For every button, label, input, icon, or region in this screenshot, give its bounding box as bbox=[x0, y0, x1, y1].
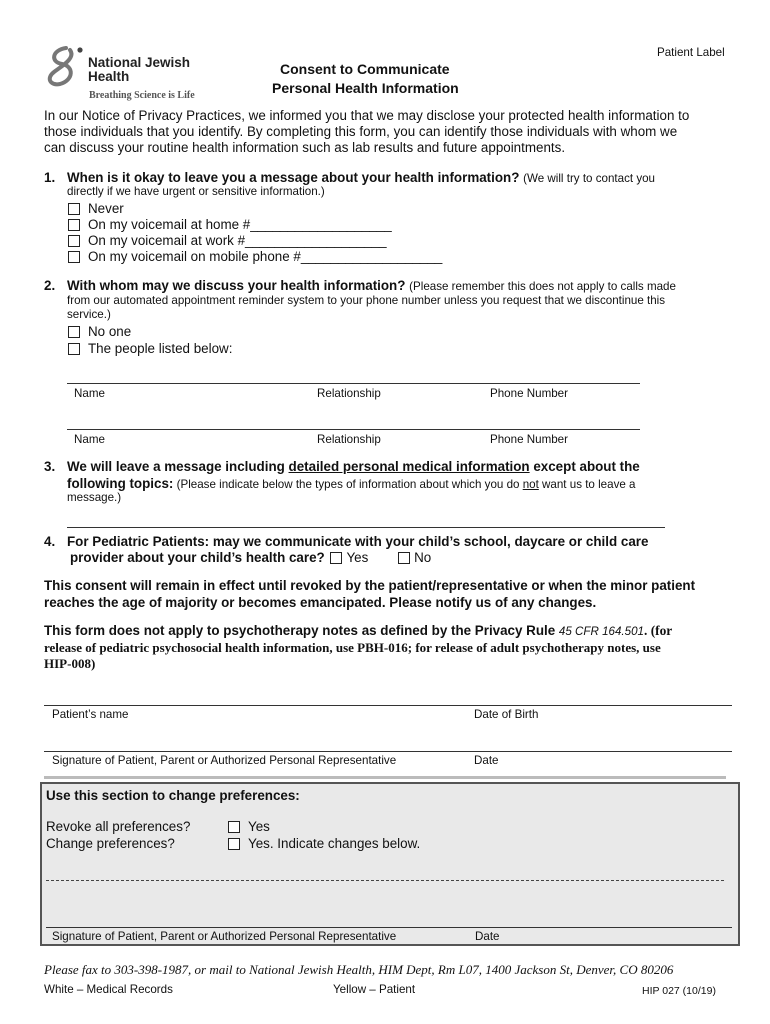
psych-line1 bbox=[44, 623, 672, 639]
form-title-line1: Consent to Communicate bbox=[280, 61, 450, 77]
section-divider bbox=[44, 776, 726, 779]
q1-option-home[interactable] bbox=[68, 217, 392, 233]
q2-question-line bbox=[67, 278, 676, 294]
person2-line[interactable] bbox=[67, 429, 640, 430]
person2-phone-label: Phone Number bbox=[490, 433, 568, 446]
q1-option-mobile[interactable] bbox=[68, 249, 442, 265]
form-title-line2: Personal Health Information bbox=[272, 80, 459, 96]
q1-checkbox-mobile[interactable] bbox=[68, 251, 80, 263]
consent-line-2: reaches the age of majority or becomes emancipated. Please notify us of any changes. bbox=[44, 595, 597, 610]
intro-line-2: those individuals that you identify. By completing this form, you can identify those individuals with whom we bbox=[44, 124, 678, 139]
revoke-checkbox[interactable] bbox=[228, 821, 240, 833]
q3-line2-bold: following topics: bbox=[67, 476, 174, 491]
q2-checkbox-no-one[interactable] bbox=[68, 326, 80, 338]
q1-question: When is it okay to leave you a message about your health information? bbox=[67, 170, 520, 185]
q3-number: 3. bbox=[44, 459, 56, 474]
intro-line-3: can discuss your routine health information such as lab results and future appointments. bbox=[44, 140, 566, 155]
q4-checkbox-no[interactable] bbox=[398, 552, 410, 564]
q2-checkbox-people[interactable] bbox=[68, 343, 80, 355]
q4-line2 bbox=[70, 550, 431, 566]
q2-option-no-one-label: No one bbox=[88, 324, 132, 339]
q1-note2: directly if we have urgent or sensitive information.) bbox=[67, 185, 325, 198]
change-label: Change preferences? bbox=[46, 836, 175, 851]
q1-option-never-label: Never bbox=[88, 201, 124, 216]
q1-option-mobile-label: On my voicemail on mobile phone #___________________ bbox=[88, 249, 443, 264]
q3-line2 bbox=[67, 476, 636, 492]
psych-line2: release of pediatric psychosocial health information, use PBH-016; for release of adult psychotherapy notes, use bbox=[44, 640, 661, 655]
change-date-label: Date bbox=[475, 930, 500, 943]
change-checkbox[interactable] bbox=[228, 838, 240, 850]
patient-name-label: Patient’s name bbox=[52, 708, 129, 721]
q2-question: With whom may we discuss your health information? bbox=[67, 278, 406, 293]
change-signature-line[interactable] bbox=[46, 927, 732, 928]
revoke-option[interactable] bbox=[228, 819, 270, 835]
change-option-label: Yes. Indicate changes below. bbox=[248, 836, 421, 851]
intro-line-1: In our Notice of Privacy Practices, we informed you that we may disclose your protected health information to bbox=[44, 108, 690, 123]
person2-name-label: Name bbox=[74, 433, 105, 446]
signature-label: Signature of Patient, Parent or Authorized Personal Representative bbox=[52, 754, 397, 767]
q3-part1: We will leave a message including bbox=[67, 459, 289, 474]
q2-note1: (Please remember this does not apply to calls made bbox=[409, 280, 676, 293]
q1-note1: (We will try to contact you bbox=[523, 172, 656, 185]
change-option[interactable] bbox=[228, 836, 420, 852]
q3-line1 bbox=[67, 459, 640, 475]
q1-question-line bbox=[67, 170, 655, 186]
footer-white: White – Medical Records bbox=[44, 983, 173, 996]
q3-note-a: (Please indicate below the types of information about which you do bbox=[173, 478, 523, 491]
q3-answer-line[interactable] bbox=[67, 527, 665, 528]
national-jewish-health-logo-icon bbox=[44, 44, 84, 88]
dob-label: Date of Birth bbox=[474, 708, 539, 721]
person1-line[interactable] bbox=[67, 383, 640, 384]
q2-note3: service.) bbox=[67, 308, 111, 321]
person1-phone-label: Phone Number bbox=[490, 387, 568, 400]
revoke-option-label: Yes bbox=[248, 819, 270, 834]
person2-relationship-label: Relationship bbox=[317, 433, 381, 446]
q1-option-never[interactable] bbox=[68, 201, 124, 217]
q1-option-work[interactable] bbox=[68, 233, 387, 249]
q4-number: 4. bbox=[44, 534, 56, 549]
q4-checkbox-yes[interactable] bbox=[330, 552, 342, 564]
logo-text bbox=[88, 56, 190, 84]
signature-date-label: Date bbox=[474, 754, 499, 767]
person1-name-label: Name bbox=[74, 387, 105, 400]
change-signature-label: Signature of Patient, Parent or Authorized Personal Representative bbox=[52, 930, 397, 943]
revoke-label: Revoke all preferences? bbox=[46, 819, 191, 834]
q1-option-work-label: On my voicemail at work #___________________ bbox=[88, 233, 387, 248]
patient-label: Patient Label bbox=[657, 46, 725, 59]
psych-citation: 45 CFR 164.501 bbox=[558, 625, 644, 638]
q4-line1: For Pediatric Patients: may we communicate with your child’s school, daycare or child care bbox=[67, 534, 649, 549]
logo-line1: National Jewish bbox=[88, 55, 191, 70]
q2-number: 2. bbox=[44, 278, 56, 293]
q4-no-label: No bbox=[414, 550, 432, 565]
change-section-title: Use this section to change preferences: bbox=[46, 788, 300, 803]
form-id: HIP 027 (10/19) bbox=[642, 985, 716, 997]
psych-line3: HIP-008) bbox=[44, 656, 96, 671]
person1-relationship-label: Relationship bbox=[317, 387, 381, 400]
q2-option-people-label: The people listed below: bbox=[88, 341, 233, 356]
q1-option-home-label: On my voicemail at home #___________________ bbox=[88, 217, 392, 232]
q2-option-people[interactable] bbox=[68, 341, 232, 357]
change-preferences-section bbox=[40, 782, 740, 946]
signature-line[interactable] bbox=[44, 751, 732, 752]
q2-note2: from our automated appointment reminder system to your phone number unless you request that we discontinue this bbox=[67, 294, 666, 307]
psych-bold: This form does not apply to psychotherapy notes as defined by the Privacy Rule bbox=[44, 623, 556, 638]
q3-note-b: want us to leave a bbox=[538, 478, 636, 491]
q3-underlined: detailed personal medical information bbox=[288, 459, 530, 474]
q1-number: 1. bbox=[44, 170, 56, 185]
patient-name-line[interactable] bbox=[44, 705, 732, 706]
q3-line3: message.) bbox=[67, 491, 122, 504]
q1-checkbox-never[interactable] bbox=[68, 203, 80, 215]
q1-checkbox-home[interactable] bbox=[68, 219, 80, 231]
logo-tagline: Breathing Science is Life bbox=[89, 90, 195, 101]
consent-line-1: This consent will remain in effect until revoked by the patient/representative or when the minor patient bbox=[44, 578, 696, 593]
q4-question: provider about your child’s health care? bbox=[70, 550, 325, 565]
fax-line: Please fax to 303-398-1987, or mail to National Jewish Health, HIM Dept, Rm L07, 1400 Jackson St, Denver, CO 80206 bbox=[44, 962, 674, 977]
changes-line[interactable] bbox=[46, 880, 724, 881]
q2-option-no-one[interactable] bbox=[68, 324, 131, 340]
q4-yes-label: Yes bbox=[346, 550, 369, 565]
logo-line2: Health bbox=[88, 69, 130, 84]
footer-yellow: Yellow – Patient bbox=[333, 983, 416, 996]
q3-part2: except about the bbox=[529, 459, 640, 474]
q3-note-not: not bbox=[522, 478, 539, 491]
psych-tail: . (for bbox=[644, 623, 673, 638]
q1-checkbox-work[interactable] bbox=[68, 235, 80, 247]
